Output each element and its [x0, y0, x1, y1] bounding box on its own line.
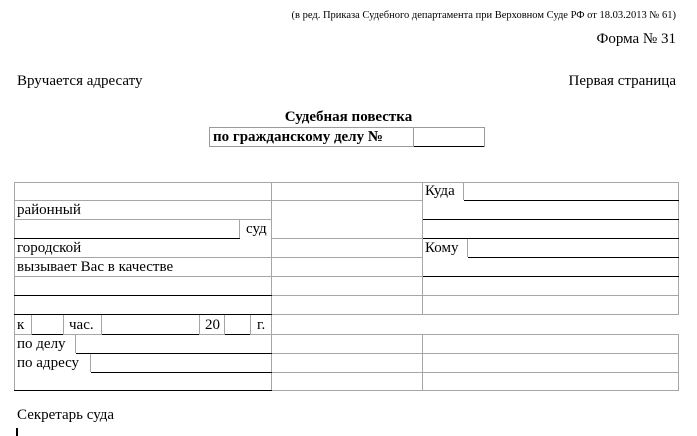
divider [413, 128, 414, 147]
address-underline [91, 372, 272, 373]
document-title: Судебная повестка [284, 109, 413, 125]
year-underline [225, 334, 250, 335]
where-underline [423, 238, 679, 239]
form-number: Форма № 31 [596, 31, 676, 47]
grid-line [250, 315, 251, 334]
hour-label: час. [69, 317, 94, 333]
whom-underline [423, 276, 679, 277]
grid-line [271, 182, 272, 391]
case-number-box [209, 127, 485, 147]
grid-line [422, 334, 423, 391]
grid-line [14, 182, 679, 183]
grid-line [271, 353, 679, 354]
case-number-label: по гражданскому делу № [213, 129, 383, 145]
text-cursor [16, 428, 18, 436]
grid-line [239, 219, 240, 238]
address-label: по адресу [17, 355, 80, 371]
role-underline [14, 314, 272, 315]
year-prefix: 20 [205, 317, 220, 333]
address-underline [14, 390, 272, 391]
grid-line [199, 315, 200, 334]
grid-line [101, 315, 102, 334]
case-label: по делу [17, 336, 66, 352]
grid-line [63, 315, 64, 334]
page-label: Первая страница [568, 73, 676, 89]
grid-line [467, 238, 468, 257]
grid-line [463, 182, 464, 200]
grid-line [271, 314, 679, 315]
at-label: к [17, 317, 25, 333]
whom-label: Кому [425, 240, 459, 256]
grid-line [271, 238, 423, 239]
date-underline [102, 334, 199, 335]
delivered-to-label: Вручается адресату [17, 73, 143, 89]
secretary-label: Секретарь суда [17, 407, 115, 423]
where-underline [464, 200, 679, 201]
where-label: Куда [425, 183, 455, 199]
case-underline [76, 353, 272, 354]
edition-note: (в ред. Приказа Судебного департамента при Верховном Суде РФ от 18.03.2013 № 61) [291, 10, 676, 21]
grid-line [271, 295, 679, 296]
district-label: районный [17, 202, 81, 218]
grid-line [224, 315, 225, 334]
summons-as-label: вызывает Вас в качестве [17, 259, 174, 275]
grid-line [271, 372, 679, 373]
grid-line [31, 315, 32, 334]
role-underline [14, 295, 272, 296]
whom-underline [468, 257, 679, 258]
grid-line [271, 334, 679, 335]
grid-line [271, 390, 679, 391]
grid-line [75, 334, 76, 353]
grid-line [90, 353, 91, 372]
where-underline [423, 219, 679, 220]
grid-line [678, 334, 679, 391]
grid-line [14, 182, 15, 391]
year-suffix: г. [257, 317, 266, 333]
court-label: суд [246, 221, 267, 237]
case-number-field[interactable] [414, 146, 484, 147]
city-label: городской [17, 240, 82, 256]
